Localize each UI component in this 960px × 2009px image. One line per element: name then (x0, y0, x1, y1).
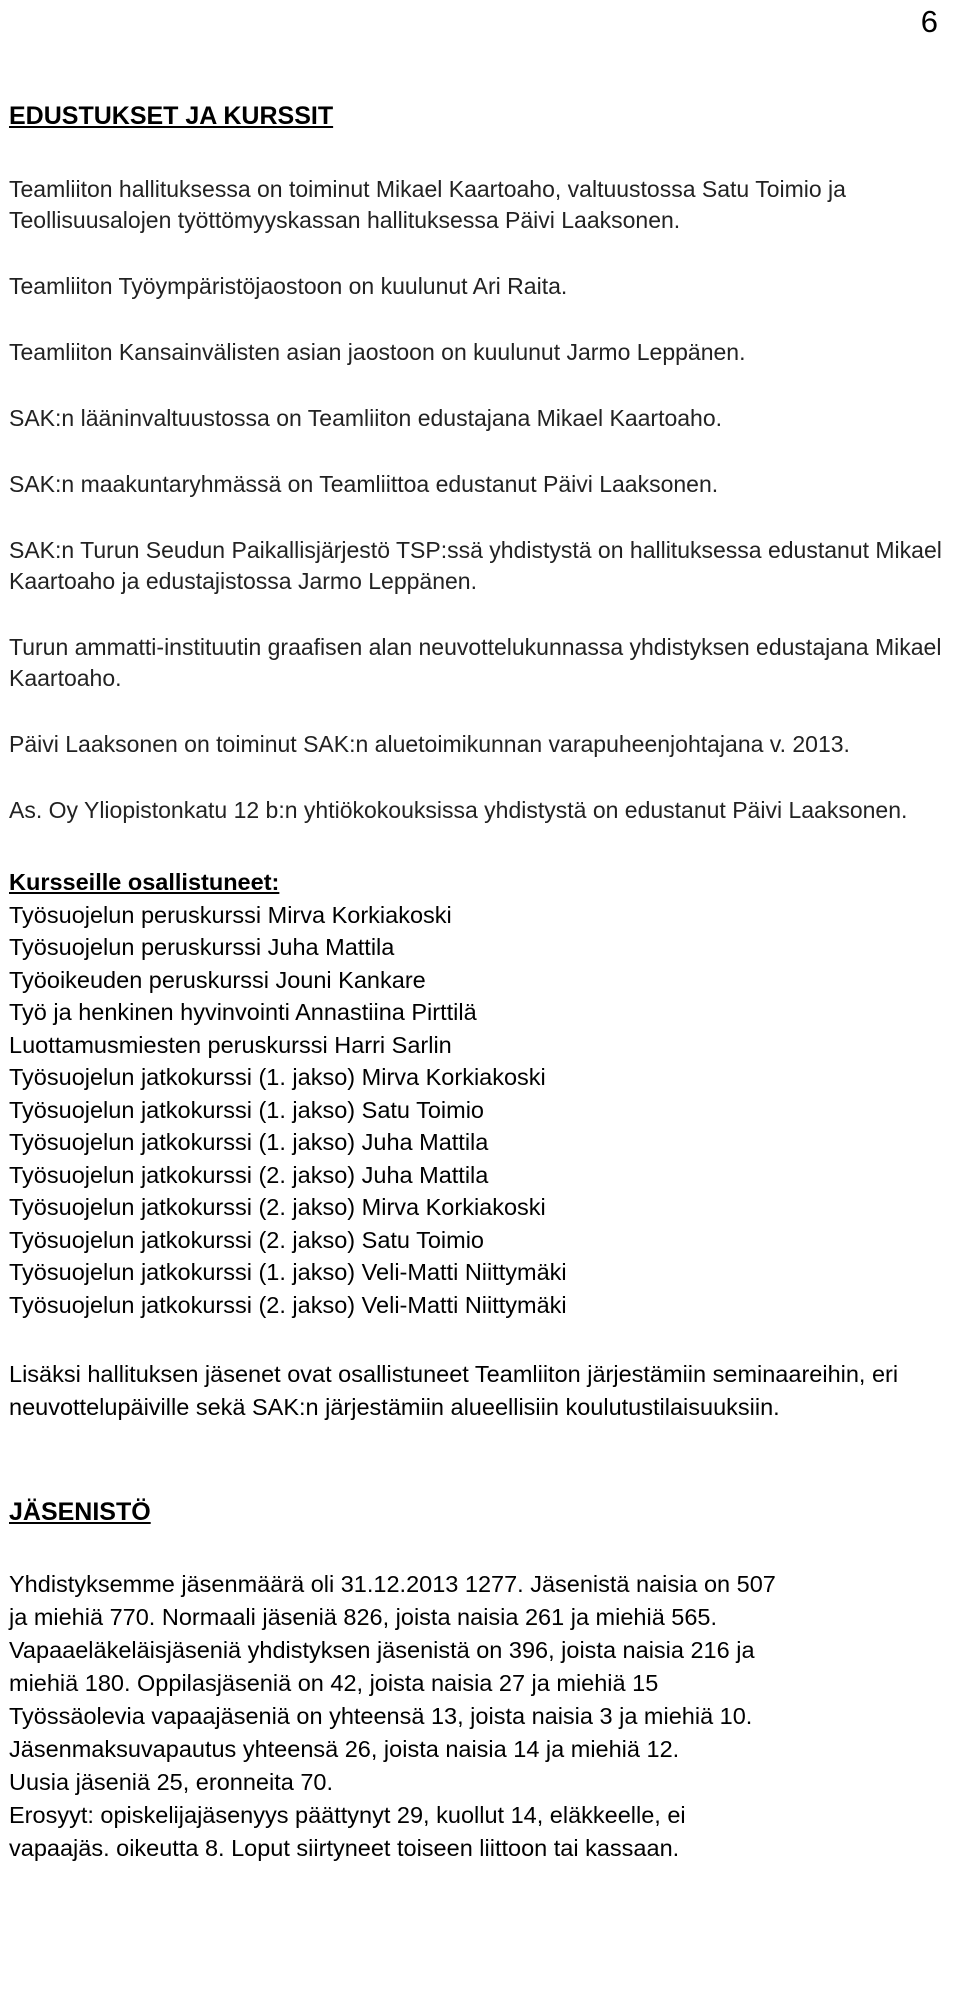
text-line: Työssäolevia vapaajäseniä on yhteensä 13, joista naisia 3 ja miehiä 10. (9, 1703, 753, 1729)
paragraph: Päivi Laaksonen on toiminut SAK:n aluetoimikunnan varapuheenjohtajana v. 2013. (9, 731, 850, 757)
paragraph: Teamliiton hallituksessa on toiminut Mikael Kaartoaho, valtuustossa Satu Toimio ja Teollisuusalojen työttömyyskassan hallituksessa Päivi Laaksonen. (9, 176, 846, 233)
courses-title: Kursseille osallistuneet: (9, 869, 280, 895)
course-list (9, 899, 949, 1322)
paragraph: SAK:n Turun Seudun Paikallisjärjestö TSP:ssä yhdistystä on hallituksessa edustanut Mikael Kaartoaho ja edustajistossa Jarmo Leppänen. (9, 537, 942, 594)
membership-text (9, 1568, 949, 1865)
text-line: Uusia jäseniä 25, eronneita 70. (9, 1769, 333, 1795)
list-item: Työsuojelun jatkokurssi (1. jakso) Juha Mattila (9, 1129, 489, 1155)
list-item: Työsuojelun jatkokurssi (2. jakso) Veli-Matti Niittymäki (9, 1291, 567, 1318)
document-body (9, 100, 949, 1865)
text-line: Yhdistyksemme jäsenmäärä oli 31.12.2013 1277. Jäsenistä naisia on 507 (9, 1571, 776, 1597)
list-item: Työsuojelun jatkokurssi (2. jakso) Juha Mattila (9, 1161, 489, 1188)
representations-paragraphs (9, 174, 949, 826)
list-item: Työsuojelun jatkokurssi (1. jakso) Satu Toimio (9, 1096, 485, 1123)
section-heading-representations: EDUSTUKSET JA KURSSIT (9, 102, 334, 130)
text-line: Jäsenmaksuvapautus yhteensä 26, joista naisia 14 ja miehiä 12. (9, 1736, 680, 1762)
paragraph: SAK:n maakuntaryhmässä on Teamliittoa edustanut Päivi Laaksonen. (9, 471, 719, 497)
list-item: Työsuojelun jatkokurssi (1. jakso) Mirva Korkiakoski (9, 1064, 546, 1090)
paragraph: SAK:n lääninvaltuustossa on Teamliiton edustajana Mikael Kaartoaho. (9, 405, 723, 431)
section-heading-membership: JÄSENISTÖ (9, 1498, 151, 1526)
paragraph: Turun ammatti-instituutin graafisen alan neuvottelukunnassa yhdistyksen edustajana Mikael Kaartoaho. (9, 634, 942, 691)
list-item: Työsuojelun jatkokurssi (2. jakso) Mirva Korkiakoski (9, 1194, 546, 1220)
list-item: Työ ja henkinen hyvinvointi Annastiina Pirttilä (9, 999, 477, 1025)
paragraph: As. Oy Yliopistonkatu 12 b:n yhtiökokouksissa yhdistystä on edustanut Päivi Laaksonen. (9, 797, 908, 823)
paragraph: Teamliiton Työympäristöjaostoon on kuulunut Ari Raita. (9, 273, 568, 299)
list-item: Työsuojelun peruskurssi Juha Mattila (9, 934, 395, 960)
list-item: Työsuojelun peruskurssi Mirva Korkiakoski (9, 901, 452, 928)
seminar-paragraph: Lisäksi hallituksen jäsenet ovat osallistuneet Teamliiton järjestämiin seminaareihin, eri neuvottelupäiville sekä SAK:n järjestämiin alueellisiin koulutustilaisuuksiin. (9, 1361, 899, 1420)
list-item: Työsuojelun jatkokurssi (2. jakso) Satu Toimio (9, 1226, 485, 1253)
text-line: ja miehiä 770. Normaali jäseniä 826, joista naisia 261 ja miehiä 565. (9, 1604, 718, 1630)
list-item: Luottamusmiesten peruskurssi Harri Sarlin (9, 1031, 452, 1058)
text-line: vapaajäs. oikeutta 8. Loput siirtyneet toiseen liittoon tai kassaan. (9, 1835, 680, 1861)
text-line: miehiä 180. Oppilasjäseniä on 42, joista naisia 27 ja miehiä 15 (9, 1670, 659, 1696)
list-item: Työoikeuden peruskurssi Jouni Kankare (9, 966, 426, 993)
text-line: Vapaaeläkeläisjäseniä yhdistyksen jäsenistä on 396, joista naisia 216 ja (9, 1637, 755, 1663)
list-item: Työsuojelun jatkokurssi (1. jakso) Veli-Matti Niittymäki (9, 1259, 567, 1285)
paragraph: Teamliiton Kansainvälisten asian jaostoon on kuulunut Jarmo Leppänen. (9, 339, 746, 365)
text-line: Erosyyt: opiskelijajäsenyys päättynyt 29, kuollut 14, eläkkeelle, ei (9, 1802, 686, 1828)
page-number: 6 (920, 4, 938, 39)
